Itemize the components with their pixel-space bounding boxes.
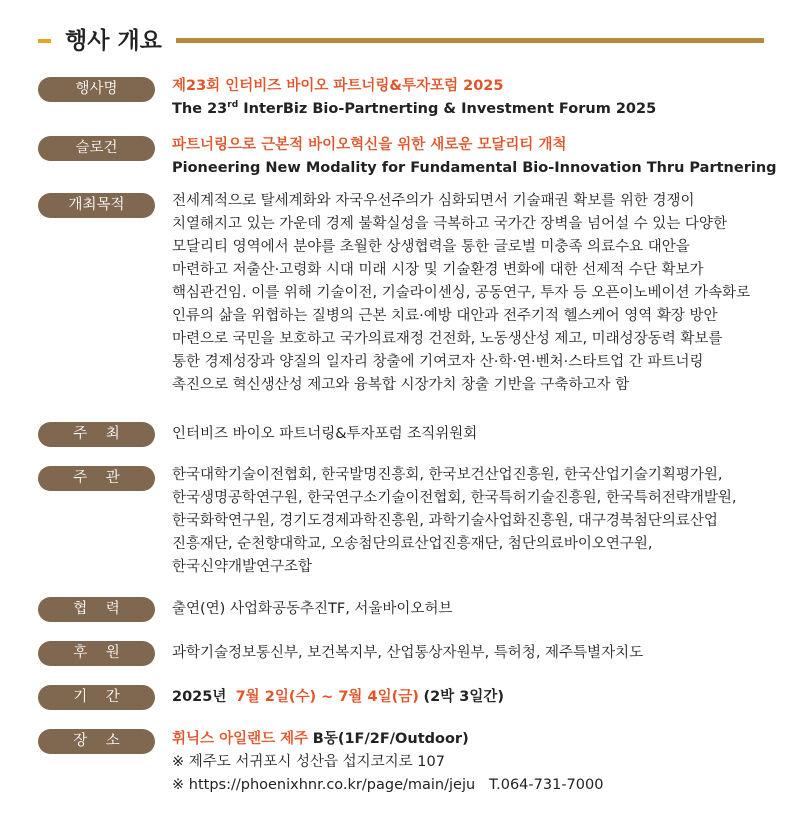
host-value: 인터비즈 바이오 파트너링&투자포럼 조직위원회 [172, 426, 478, 442]
header-dash [38, 39, 51, 43]
venue-address: ※ 제주도 서귀포시 성산읍 섭지코지로 107 [172, 754, 445, 770]
slogan-korean: 파트너링으로 근본적 바이오혁신을 위한 새로운 모달리티 개척 [172, 137, 567, 153]
label-venue: 장 소 [38, 729, 155, 754]
organizers-line: 한국생명공학연구원, 한국연구소기술이전협회, 한국특허기술진흥원, 한국특허전략개발원, [172, 490, 737, 506]
venue-url: ※ https://phoenixhnr.co.kr/page/main/jeju T.064-731-7000 [172, 777, 604, 793]
label-host: 주 최 [38, 422, 155, 447]
sponsors-value: 과학기술정보통신부, 보건복지부, 산업통상자원부, 특허청, 제주특별자치도 [172, 645, 644, 661]
purpose-paragraph [172, 190, 764, 397]
header-rule [176, 38, 764, 43]
section-title: 행사 개요 [65, 28, 162, 54]
label-event-name: 행사명 [38, 77, 155, 102]
section-header [38, 24, 764, 58]
purpose-line: 마련하고 저출산·고령화 시대 미래 시장 및 기술환경 변화에 대한 선제적 수단 확보가 [172, 262, 704, 278]
organizers-line: 진흥재단, 순천향대학교, 오송첨단의료산업진흥재단, 첨단의료바이오연구원, [172, 536, 653, 552]
purpose-line: 치열해지고 있는 가운데 경제 불확실성을 극복하고 국가간 장벽을 넘어설 수 있는 다양한 [172, 216, 727, 232]
purpose-line: 핵심관건임. 이를 위해 기술이전, 기술라이센싱, 공동연구, 투자 등 오픈이노베이션 가속화로 [172, 285, 751, 301]
label-period: 기 간 [38, 685, 155, 710]
event-name-korean: 제23회 인터비즈 바이오 파트너링&투자포럼 2025 [172, 78, 504, 94]
cooperation-value: 출연(연) 사업화공동추진TF, 서울바이오허브 [172, 601, 453, 617]
label-organizers: 주 관 [38, 466, 155, 491]
organizers-line: 한국화학연구원, 경기도경제과학진흥원, 과학기술사업화진흥원, 대구경북첨단의료산업 [172, 513, 718, 529]
purpose-line: 마련으로 국민을 보호하고 국가의료재정 건전화, 노동생산성 제고, 미래성장동력 확보를 [172, 331, 723, 347]
slogan-english: Pioneering New Modality for Fundamental Bio-Innovation Thru Partnering [172, 160, 777, 176]
organizers-line: 한국신약개발연구조합 [172, 559, 313, 575]
venue-name: 휘닉스 아일랜드 제주 B동(1F/2F/Outdoor) [172, 731, 469, 747]
label-purpose: 개최목적 [38, 193, 155, 218]
organizers-line: 한국대학기술이전협회, 한국발명진흥회, 한국보건산업진흥원, 한국산업기술기획평가원, [172, 467, 723, 483]
purpose-line: 통한 경제성장과 양질의 일자리 창출에 기여코자 산·학·연·벤처·스타트업 간 파트너링 [172, 354, 704, 370]
label-sponsors: 후 원 [38, 641, 155, 666]
purpose-line: 촉진으로 혁신생산성 제고와 융복합 시장가치 창출 기반을 구축하고자 함 [172, 377, 630, 393]
purpose-line: 모달리티 영역에서 분야를 초월한 상생협력을 통한 글로벌 미충족 의료수요 대안을 [172, 239, 690, 255]
purpose-line: 전세계적으로 탈세계화와 자국우선주의가 심화되면서 기술패권 확보를 위한 경쟁이 [172, 193, 695, 209]
label-slogan: 슬로건 [38, 136, 155, 161]
event-name-english: The 23rd InterBiz Bio-Partnerting & Investment Forum 2025 [172, 100, 657, 117]
label-cooperation: 협 력 [38, 597, 155, 622]
purpose-line: 인류의 삶을 위협하는 질병의 근본 치료·예방 대안과 전주기적 헬스케어 영역 확장 방안 [172, 308, 718, 324]
period-value: 2025년 7월 2일(수) ~ 7월 4일(금) (2박 3일간) [172, 689, 504, 705]
